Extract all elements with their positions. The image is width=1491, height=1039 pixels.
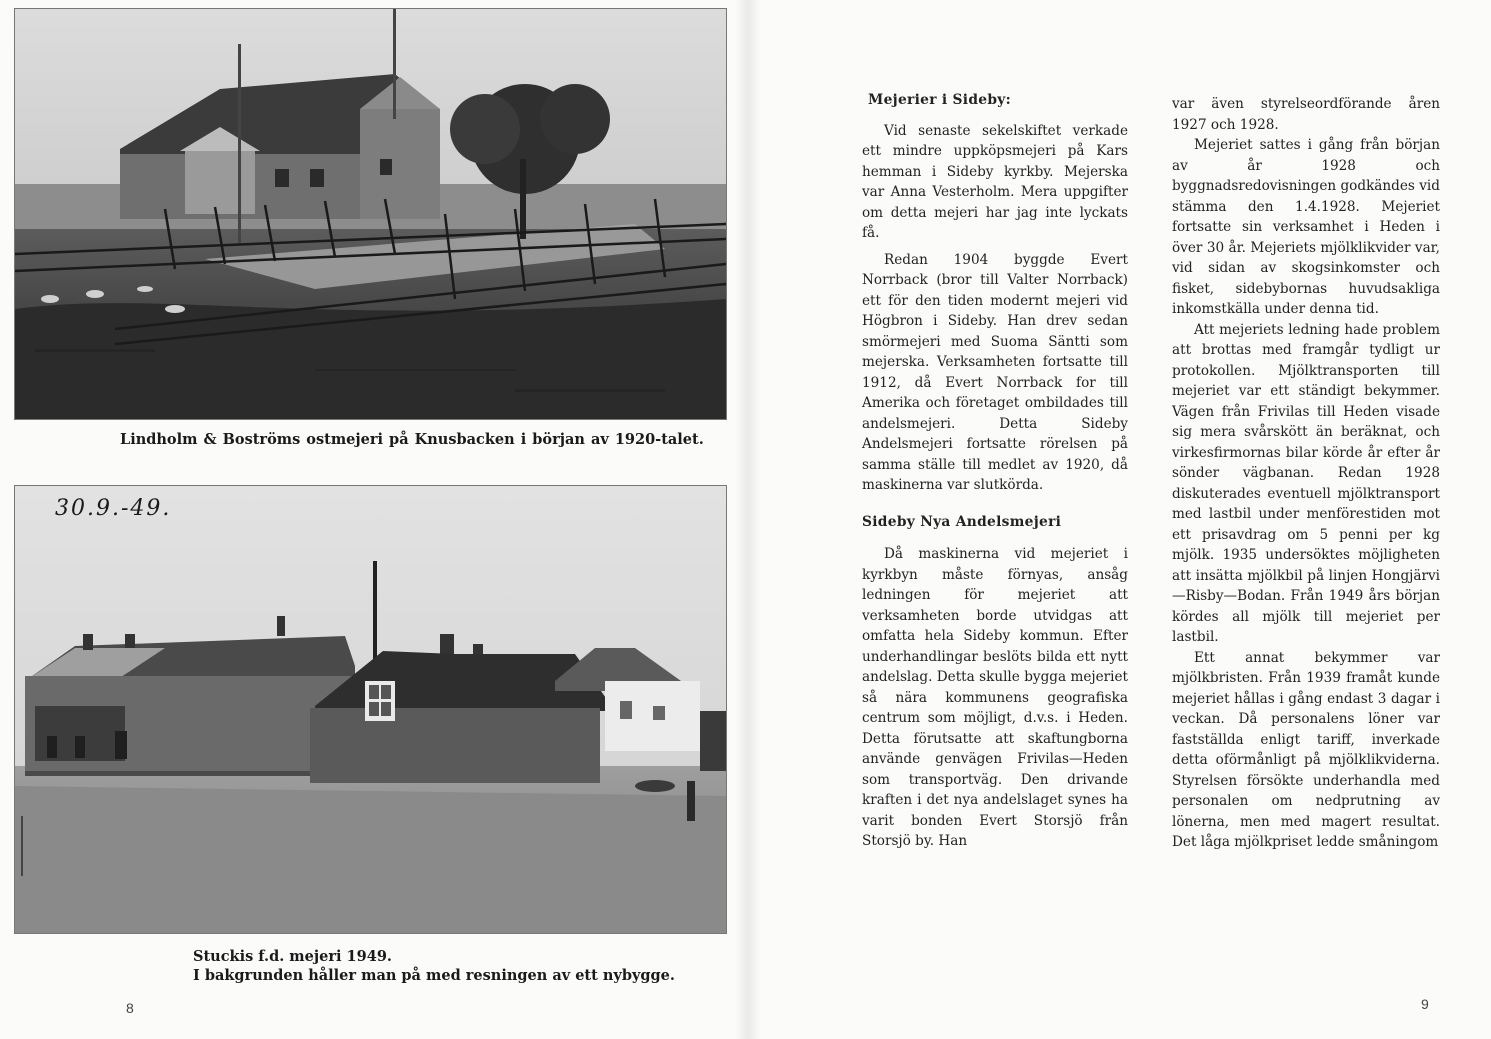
section-heading-mejerier: Mejerier i Sideby: <box>868 92 1012 108</box>
text-column-1 <box>862 90 1128 852</box>
photo-cheese-dairy <box>14 8 727 420</box>
paragraph: Redan 1904 byggde Evert Norrback (bror till Valter Norrback) ett för den tiden modernt mejeri vid Högbron i Sideby. Han drev sedan smörmejeri med Suoma Säntti som mejerska. Verksamheten fortsatte till 1912, då Evert Norrback for till Amerika och företaget ombildades till andelsmejeri. Detta Sideby Andelsmejeri fortsatte rörelsen på samma ställe till medlet av 1920, då maskinerna var slutkörda. <box>862 251 1128 493</box>
handwritten-date: 30.9.-49. <box>55 496 172 521</box>
paragraph: Då maskinerna vid mejeriet i kyrkbyn måste förnyas, ansåg ledningen för mejeriet att verksamheten borde utvidgas att omfatta hela Sideby kommun. Efter underhandlingar beslöts bilda ett nytt andelslag. Detta skulle bygga mejeriet så nära kommunens geografiska centrum som möjligt, d.v.s. i Heden. Detta förutsatte att skaftungborna använde genvägen Frivilas—Heden som transportväg. Den drivande kraften i det nya andelslaget synes ha varit bonden Evert Storsjö från Storsjö by. Han <box>862 546 1128 849</box>
photo-former-dairy <box>14 485 727 934</box>
left-page <box>0 0 745 1039</box>
photo-former-dairy-image <box>15 486 726 933</box>
photo-cheese-dairy-image <box>15 9 726 419</box>
paragraph: Ett annat bekymmer var mjölkbristen. Från 1939 framåt kunde mejeriet hållas i gång endast 3 dagar i veckan. Då personalens löner var fastställda enligt tariff, inverkade detta oförmånligt på mjölklikviderna. Styrelsen försökte underhandla med personalen om nedprutning av lönerna, men med magert resultat. Det låga mjölkpriset ledde småningom <box>1172 649 1440 850</box>
page-number-right: 9 <box>1421 996 1429 1012</box>
page-number-left: 8 <box>126 1000 134 1016</box>
photo-caption-top: Lindholm & Boströms ostmejeri på Knusbacken i början av 1920-talet. <box>120 431 704 448</box>
paragraph: Vid senaste sekelskiftet verkade ett mindre uppköpsmejeri på Kars hemman i Sideby kyrkby. Mejerska var Anna Vesterholm. Mera uppgifter om detta mejeri har jag inte lyckats få. <box>862 122 1128 241</box>
paragraph: Mejeriet sattes i gång från början av år 1928 och byggnadsredovisningen godkändes vid stämma den 1.4.1928. Mejeriet fortsatte sin verksamhet i Heden i över 30 år. Mejeriets mjölklikvider var, vid sidan av skogsinkomster och fisket, sidebybornas huvudsakliga inkomstkälla under denna tid. <box>1172 137 1440 317</box>
photo-caption-bottom-line1: Stuckis f.d. mejeri 1949. <box>193 948 392 965</box>
paragraph: var även styrelseordförande åren 1927 och 1928. <box>1172 96 1440 133</box>
text-column-2 <box>1172 94 1440 853</box>
section-heading-nya-andelsmejeri: Sideby Nya Andelsmejeri <box>862 513 1062 530</box>
photo-caption-bottom-line2: I bakgrunden håller man på med resningen av ett nybygge. <box>193 967 675 984</box>
paragraph: Att mejeriets ledning hade problem att brottas med framgår tydligt ur protokollen. Mjölktransporten till mejeriet var ett ständigt bekymmer. Vägen från Frivilas till Heden visade sig mera svårskött än beräknat, och virkesfirmornas bilar körde år efter år sönder vägbanan. Redan 1928 diskuterades eventuell mjölktransport med lastbil under menförestiden mot ett prisavdrag om 5 penni per kg mjölk. 1935 undersöktes möjligheten att insätta mjölkbil på linjen Hongjärvi—Risby—Bodan. Från 1949 års början kördes all mjölk till mejeriet per lastbil. <box>1172 321 1440 645</box>
photo-caption-bottom <box>193 947 733 985</box>
